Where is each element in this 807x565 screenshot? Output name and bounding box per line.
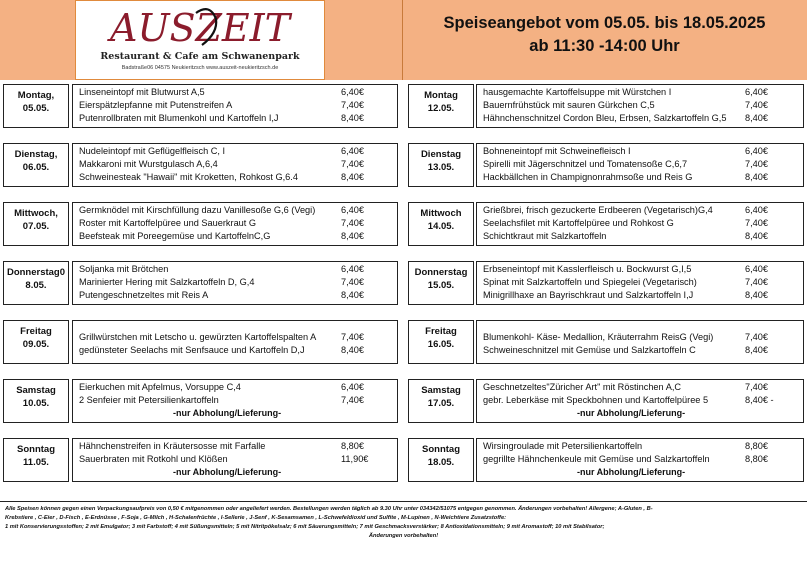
meal-price: 8,80€ <box>341 441 364 451</box>
day-date: 05.05. <box>22 103 50 114</box>
footer-notes <box>0 501 807 565</box>
meal-price: 8,40€ <box>341 231 364 241</box>
meal-name: Makkaroni mit Wurstgulasch A,6,4 <box>79 159 218 169</box>
meal-price: 7,40€ <box>341 218 364 228</box>
day-name: Samstag <box>16 385 56 396</box>
meal-name: Bauernfrühstück mit sauren Gürkchen C,5 <box>483 100 655 110</box>
meal-price: 11,90€ <box>341 454 369 464</box>
meal-price: 7,40€ <box>745 159 768 169</box>
meal-name: gebr. Leberkäse mit Speckbohnen und Kartoffelpüree 5 <box>483 395 709 405</box>
meal-price: 7,40€ <box>341 332 364 342</box>
meal-name: Linseneintopf mit Blutwurst A,5 <box>79 87 205 97</box>
meal-price: 6,40€ <box>745 205 768 215</box>
meal-name: gedünsteter Seelachs mit Senfsauce und Kartoffeln D,J <box>79 345 305 355</box>
day-name: Sonntag <box>17 444 55 455</box>
meal-name: Marinierter Hering mit Salzkartoffeln D, G,4 <box>79 277 255 287</box>
day-name: Montag, <box>17 90 55 101</box>
footer-line: Änderungen vorbehalten! <box>368 533 439 539</box>
meal-list <box>476 202 804 246</box>
day-label <box>408 261 474 305</box>
meal-name: Minigrillhaxe an Bayrischkraut und Salzkartoffeln I,J <box>483 290 694 300</box>
meal-name: Putenrollbraten mit Blumenkohl und Kartoffeln I,J <box>79 113 279 123</box>
logo-address: Badstraße06 04575 Neukieritzsch www.auszeit-neukieritzsch.de <box>121 65 279 71</box>
pickup-note: -nur Abholung/Lieferung- <box>577 467 686 477</box>
meal-price: 7,40€ <box>341 100 364 110</box>
day-label <box>408 84 474 128</box>
header-accent-left <box>0 0 75 80</box>
day-label <box>3 379 69 423</box>
meal-name: Erbseneintopf mit Kasslerfleisch u. Bockwurst G,I,5 <box>483 264 692 274</box>
day-label <box>408 143 474 187</box>
meal-name: Germknödel mit Kirschfüllung dazu Vanillesoße G,6 (Vegi) <box>79 205 316 215</box>
title-dates: Speiseangebot vom 05.05. bis 18.05.2025 <box>443 14 766 32</box>
meal-price: 8,40€ <box>745 345 768 355</box>
meal-name: Hähnchenschnitzel Cordon Bleu, Erbsen, Salzkartoffeln G,5 <box>483 113 727 123</box>
meal-price: 7,40€ <box>745 332 768 342</box>
meal-name: Nudeleintopf mit Geflügelfleisch C, I <box>79 146 226 156</box>
day-label <box>3 202 69 246</box>
meal-name: Spinat mit Salzkartoffeln und Spiegelei (Vegetarisch) <box>483 277 697 287</box>
footer-line: 1 mit Konservierungsstoffen; 2 mit Emulgator; 3 mit Farbstoff; 4 mit Süßungsmitteln; 5 mit Nitritpökelsalz; 6 mit Säuerungsmitteln; 7 mit Geschmacksverstärker; 8 Antioxidationsmitteln; 9 mit Aromastoff; 10 mit Stabilsator; <box>5 524 605 530</box>
logo-text: AUSZEIT <box>110 6 290 49</box>
meal-name: Wirsingroulade mit Petersilienkartoffeln <box>483 441 643 451</box>
meal-name: Soljanka mit Brötchen <box>79 264 169 274</box>
meal-price: 7,40€ <box>341 277 364 287</box>
meal-name: 2 Senfeier mit Petersilienkartoffeln <box>79 395 219 405</box>
meal-price: 7,40€ <box>745 100 768 110</box>
meal-name: Schichtkraut mit Salzkartoffeln <box>483 231 607 241</box>
meal-price: 6,40€ <box>745 264 768 274</box>
logo-subtitle: Restaurant & Cafe am Schwanenpark <box>100 51 300 62</box>
page-title <box>402 12 807 58</box>
day-date: 16.05. <box>427 339 455 350</box>
meal-price: 6,40€ <box>341 87 364 97</box>
day-date: 09.05. <box>22 339 50 350</box>
meal-list <box>72 143 398 187</box>
day-label <box>408 202 474 246</box>
meal-price: 8,40€ <box>745 172 768 182</box>
day-date: 8.05. <box>25 280 47 291</box>
meal-price: 8,40€ <box>341 172 364 182</box>
day-name: Montag <box>424 90 458 101</box>
meal-price: 8,40€ <box>745 290 768 300</box>
meal-list <box>476 84 804 128</box>
day-date: 12.05. <box>427 103 455 114</box>
meal-price: 6,40€ <box>745 146 768 156</box>
meal-name: Roster mit Kartoffelpüree und Sauerkraut G <box>79 218 257 228</box>
meal-list <box>476 438 804 482</box>
day-label <box>3 320 69 364</box>
pickup-note: -nur Abholung/Lieferung- <box>577 408 686 418</box>
meal-price: 7,40€ <box>341 395 364 405</box>
day-name: Freitag <box>20 326 52 337</box>
day-label <box>408 320 474 364</box>
meal-list <box>72 84 398 128</box>
day-name: Donnerstag <box>414 267 468 278</box>
meal-name: Hähnchenstreifen in Kräutersosse mit Farfalle <box>79 441 266 451</box>
meal-price: 8,40€ <box>341 345 364 355</box>
day-date: 06.05. <box>22 162 50 173</box>
meal-price: 8,40€ <box>745 113 768 123</box>
day-date: 15.05. <box>427 280 455 291</box>
logo <box>75 0 325 80</box>
pickup-note: -nur Abholung/Lieferung- <box>173 467 282 477</box>
day-name: Dienstag <box>420 149 462 160</box>
meal-name: Spirelli mit Jägerschnitzel und Tomatensoße C,6,7 <box>483 159 688 169</box>
meal-name: gegrillte Hähnchenkeule mit Gemüse und Salzkartoffeln <box>483 454 710 464</box>
meal-name: Beefsteak mit Poreegemüse und KartoffelnC,G <box>79 231 271 241</box>
day-name: Mittwoch <box>420 208 462 219</box>
meal-price: 6,40€ <box>341 205 364 215</box>
meal-name: Putengeschnetzeltes mit Reis A <box>79 290 209 300</box>
meal-list <box>72 379 398 423</box>
meal-list <box>476 143 804 187</box>
meal-name: Geschnetzeltes"Züricher Art" mit Röstinchen A,C <box>483 382 682 392</box>
meal-list <box>72 438 398 482</box>
meal-price: 8,40€ <box>341 290 364 300</box>
meal-name: Sauerbraten mit Rotkohl und Klößen <box>79 454 228 464</box>
footer-line: Alle Speisen können gegen einen Verpackungsaufpreis von 0,50 € mitgenommen oder angeliefert werden. Bestellungen werden täglich ab 9.30 Uhr unter 034342/51075 entgegen genommen. Änderungen vorbehalten! Allergene; A-Gluten , B- <box>5 506 653 512</box>
pickup-note: -nur Abholung/Lieferung- <box>173 408 282 418</box>
day-label <box>3 261 69 305</box>
logo-wordmark <box>84 5 316 49</box>
meal-price: 8,40€ - <box>745 395 774 405</box>
day-name: Samstag <box>421 385 461 396</box>
day-label <box>408 379 474 423</box>
footer-line: Krebstiere , C-Eier , D-Fisch , E-Erdnüsse , F-Soja , G-Milch , H-Schalenfrüchte , I-Sellerie , J-Senf , K-Sesamsamen , L-Schwefeldioxid und Sulfite , M-Lupinen , N-Weichtiere Zusatzstoffe: <box>5 515 507 521</box>
meal-name: Schweinesteak "Hawaii" mit Kroketten, Rohkost G,6.4 <box>79 172 298 182</box>
day-date: 11.05. <box>23 457 49 468</box>
meal-list <box>72 202 398 246</box>
meal-price: 8,80€ <box>745 441 768 451</box>
meal-list <box>72 261 398 305</box>
day-date: 10.05. <box>22 398 50 409</box>
meal-name: Eierkuchen mit Apfelmus, Vorsuppe C,4 <box>79 382 241 392</box>
day-date: 17.05. <box>427 398 455 409</box>
day-date: 14.05. <box>427 221 455 232</box>
day-date: 18.05. <box>427 457 455 468</box>
meal-name: Eierspätzlepfanne mit Putenstreifen A <box>79 100 233 110</box>
meal-price: 6,40€ <box>341 146 364 156</box>
day-name: Freitag <box>425 326 457 337</box>
day-label <box>3 143 69 187</box>
meal-list <box>476 261 804 305</box>
day-name: Sonntag <box>422 444 460 455</box>
day-label <box>3 438 69 482</box>
meal-list <box>476 320 804 364</box>
meal-name: Blumenkohl- Käse- Medallion, Kräuterrahm ReisG (Vegi) <box>483 332 714 342</box>
day-date: 13.05. <box>427 162 455 173</box>
meal-price: 7,40€ <box>745 382 768 392</box>
meal-name: Schweineschnitzel mit Gemüse und Salzkartoffeln C <box>483 345 696 355</box>
day-label <box>408 438 474 482</box>
meal-name: Grillwürstchen mit Letscho u. gewürzten Kartoffelspalten A <box>79 332 317 342</box>
day-label <box>3 84 69 128</box>
header-accent-middle <box>325 0 402 80</box>
meal-price: 6,40€ <box>745 87 768 97</box>
meal-price: 7,40€ <box>341 159 364 169</box>
meal-price: 7,40€ <box>745 277 768 287</box>
day-name: Mittwoch, <box>14 208 58 219</box>
meal-price: 8,80€ <box>745 454 768 464</box>
meal-price: 8,40€ <box>745 231 768 241</box>
meal-price: 6,40€ <box>341 382 364 392</box>
meal-list <box>476 379 804 423</box>
header <box>0 0 807 80</box>
meal-price: 7,40€ <box>745 218 768 228</box>
meal-name: hausgemachte Kartoffelsuppe mit Würstchen I <box>483 87 672 97</box>
day-date: 07.05. <box>22 221 50 232</box>
meal-price: 6,40€ <box>341 264 364 274</box>
meal-name: Seelachsfilet mit Kartoffelpüree und Rohkost G <box>483 218 674 228</box>
meal-list <box>72 320 398 364</box>
meal-price: 8,40€ <box>341 113 364 123</box>
meal-name: Bohneneintopf mit Schweinefleisch I <box>483 146 631 156</box>
title-hours: ab 11:30 -14:00 Uhr <box>529 37 680 55</box>
day-name: Donnerstag0 <box>6 267 66 278</box>
meal-name: Hackbällchen in Champignonrahmsoße und Reis G <box>483 172 693 182</box>
day-name: Dienstag, <box>14 149 58 160</box>
meal-name: Grießbrei, frisch gezuckerte Erdbeeren (Vegetarisch)G,4 <box>483 205 713 215</box>
